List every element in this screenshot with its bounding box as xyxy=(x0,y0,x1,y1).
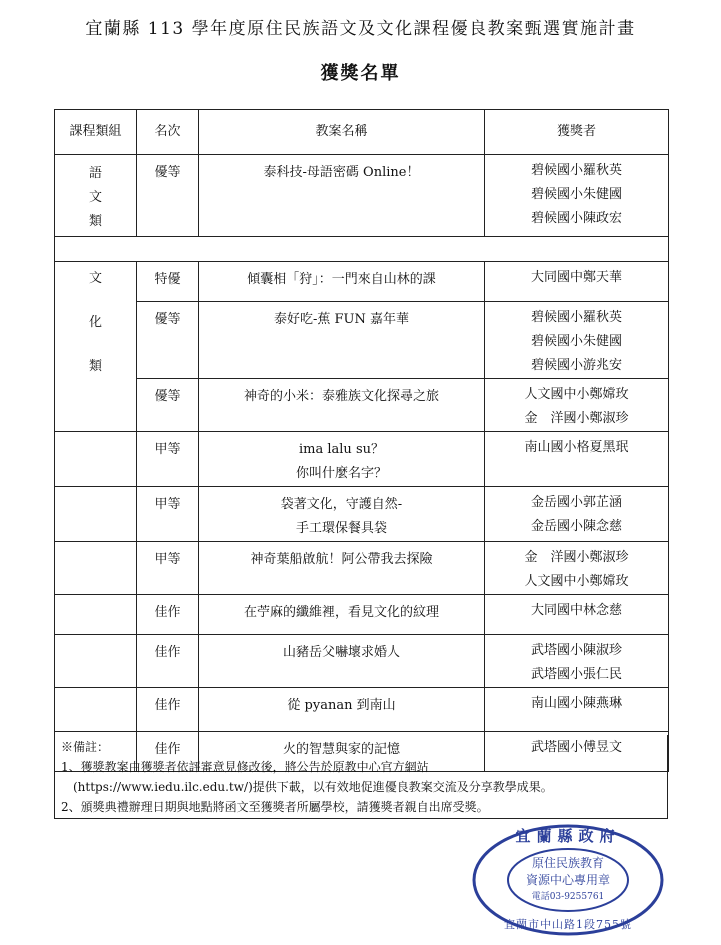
document-title: 宜蘭縣 113 學年度原住民族語文及文化課程優良教案甄選實施計畫 xyxy=(85,19,636,39)
seal-bottom-text: 宜蘭市中山路1段755號 xyxy=(504,918,632,931)
note-item-1-url: (https://www.iedu.ilc.edu.tw/)提供下載，以有效地促進優良教案交流及分享教學成果。 xyxy=(73,780,553,794)
official-seal-stamp xyxy=(470,822,666,938)
plan-name: 袋著文化，守護自然- xyxy=(280,497,403,512)
winner: 南山國小陳燕琳 xyxy=(530,696,622,711)
category-char: 文 xyxy=(88,271,102,286)
separator-row xyxy=(55,237,669,262)
table-row xyxy=(55,635,669,688)
plan-name-cell xyxy=(199,379,485,432)
seal-top-text: 宜蘭縣政府 xyxy=(515,827,621,845)
category-cell xyxy=(55,542,137,595)
award-table xyxy=(54,109,669,772)
category-char: 語 xyxy=(88,166,102,181)
winner: 碧候國小朱健國 xyxy=(530,334,622,349)
winners-cell xyxy=(485,379,669,432)
plan-name: 火的智慧與家的記憶 xyxy=(282,742,400,757)
winner: 金岳國小郭芷涵 xyxy=(530,495,622,510)
notes-heading: ※備註： xyxy=(61,740,110,754)
rank-cell: 佳作 xyxy=(137,635,199,688)
winner: 金岳國小陳念慈 xyxy=(530,519,622,534)
plan-name: ima lalu su？ xyxy=(299,442,384,457)
winner: 南山國小格夏黑珉 xyxy=(524,440,629,455)
winners-cell xyxy=(485,542,669,595)
table-row xyxy=(55,155,669,237)
header-row xyxy=(55,110,669,155)
plan-name-cell xyxy=(199,487,485,542)
header-rank: 名次 xyxy=(137,110,199,155)
seal-line-1: 原住民族教育 xyxy=(531,856,605,870)
plan-name: 手工環保餐具袋 xyxy=(295,521,387,536)
winner: 碧候國小羅秋英 xyxy=(530,163,622,178)
rank-cell: 特優 xyxy=(137,262,199,302)
plan-name: 泰好吃-蕉 FUN 嘉年華 xyxy=(273,312,409,327)
winners-cell xyxy=(485,302,669,379)
plan-name: 從 pyanan 到南山 xyxy=(287,698,396,713)
header-winners: 獲獎者 xyxy=(485,110,669,155)
plan-name: 泰科技-母語密碼 Online！ xyxy=(263,165,420,180)
plan-name: 你叫什麼名字？ xyxy=(295,466,387,481)
table-row xyxy=(55,379,669,432)
winner: 碧候國小陳政宏 xyxy=(530,211,622,226)
winners-cell xyxy=(485,432,669,487)
rank-cell: 優等 xyxy=(137,155,199,237)
winner: 碧候國小游兆安 xyxy=(530,358,622,373)
winner: 金 洋國小鄭淑珍 xyxy=(524,411,629,426)
winner: 武塔國小傅昱文 xyxy=(530,740,622,755)
winner: 武塔國小陳淑珍 xyxy=(530,643,622,658)
winners-cell xyxy=(485,155,669,237)
plan-name-cell xyxy=(199,432,485,487)
winners-cell xyxy=(485,487,669,542)
header-category: 課程類組 xyxy=(55,110,137,155)
category-cell xyxy=(55,432,137,487)
plan-name: 在苧麻的纖維裡，看見文化的紋理 xyxy=(243,605,439,620)
winners-cell xyxy=(485,688,669,732)
winners-cell xyxy=(485,262,669,302)
winner: 人文國中小鄭嫦玫 xyxy=(524,387,629,402)
rank-cell: 優等 xyxy=(137,302,199,379)
winners-cell xyxy=(485,635,669,688)
plan-name-cell xyxy=(199,302,485,379)
plan-name-cell xyxy=(199,262,485,302)
plan-name-cell xyxy=(199,688,485,732)
rank-cell: 佳作 xyxy=(137,688,199,732)
table-row xyxy=(55,688,669,732)
category-language xyxy=(55,155,137,237)
plan-name: 山豬岳父嚇壞求婚人 xyxy=(282,645,400,660)
plan-name: 神奇的小米：泰雅族文化探尋之旅 xyxy=(243,389,439,404)
category-char: 類 xyxy=(88,359,102,374)
rank-cell: 甲等 xyxy=(137,542,199,595)
rank-cell: 佳作 xyxy=(137,732,199,772)
category-char: 類 xyxy=(88,214,102,229)
winner: 大同國中鄭天華 xyxy=(530,270,622,285)
plan-name: 神奇葉船啟航！阿公帶我去探險 xyxy=(250,552,433,567)
plan-name-cell xyxy=(199,155,485,237)
table-row xyxy=(55,302,669,379)
category-cell xyxy=(55,635,137,688)
plan-name-cell xyxy=(199,635,485,688)
header-plan-name: 教案名稱 xyxy=(199,110,485,155)
note-item-1: 1、獲獎教案由獲獎者依評審意見修改後，將公告於原教中心官方網站 xyxy=(61,760,429,774)
category-cell xyxy=(55,688,137,732)
table-row xyxy=(55,542,669,595)
rank-cell: 佳作 xyxy=(137,595,199,635)
note-item-2: 2、頒獎典禮辦理日期與地點將函文至獲獎者所屬學校，請獲獎者親自出席受獎。 xyxy=(61,800,489,814)
seal-line-2: 資源中心專用章 xyxy=(525,873,611,887)
winner: 人文國中小鄭嫦玫 xyxy=(524,574,629,589)
winner: 碧候國小羅秋英 xyxy=(530,310,622,325)
table-row xyxy=(55,487,669,542)
plan-name-cell xyxy=(199,595,485,635)
category-char: 化 xyxy=(88,315,102,330)
category-char: 文 xyxy=(88,190,102,205)
document-subtitle: 獲獎名單 xyxy=(320,63,401,84)
table-row xyxy=(55,262,669,302)
winner: 武塔國小張仁民 xyxy=(530,667,622,682)
rank-cell: 優等 xyxy=(137,379,199,432)
table-row xyxy=(55,595,669,635)
category-cell xyxy=(55,595,137,635)
winner: 金 洋國小鄭淑珍 xyxy=(524,550,629,565)
winner: 大同國中林念慈 xyxy=(530,603,622,618)
winner: 碧候國小朱健國 xyxy=(530,187,622,202)
plan-name-cell xyxy=(199,542,485,595)
notes-box xyxy=(54,735,668,819)
seal-line-3: 電話03-9255761 xyxy=(531,892,605,902)
category-culture xyxy=(55,262,137,432)
rank-cell: 甲等 xyxy=(137,487,199,542)
category-cell xyxy=(55,487,137,542)
plan-name: 傾囊相「狩」：一門來自山林的課 xyxy=(247,272,436,287)
table-row xyxy=(55,432,669,487)
rank-cell: 甲等 xyxy=(137,432,199,487)
winners-cell xyxy=(485,595,669,635)
